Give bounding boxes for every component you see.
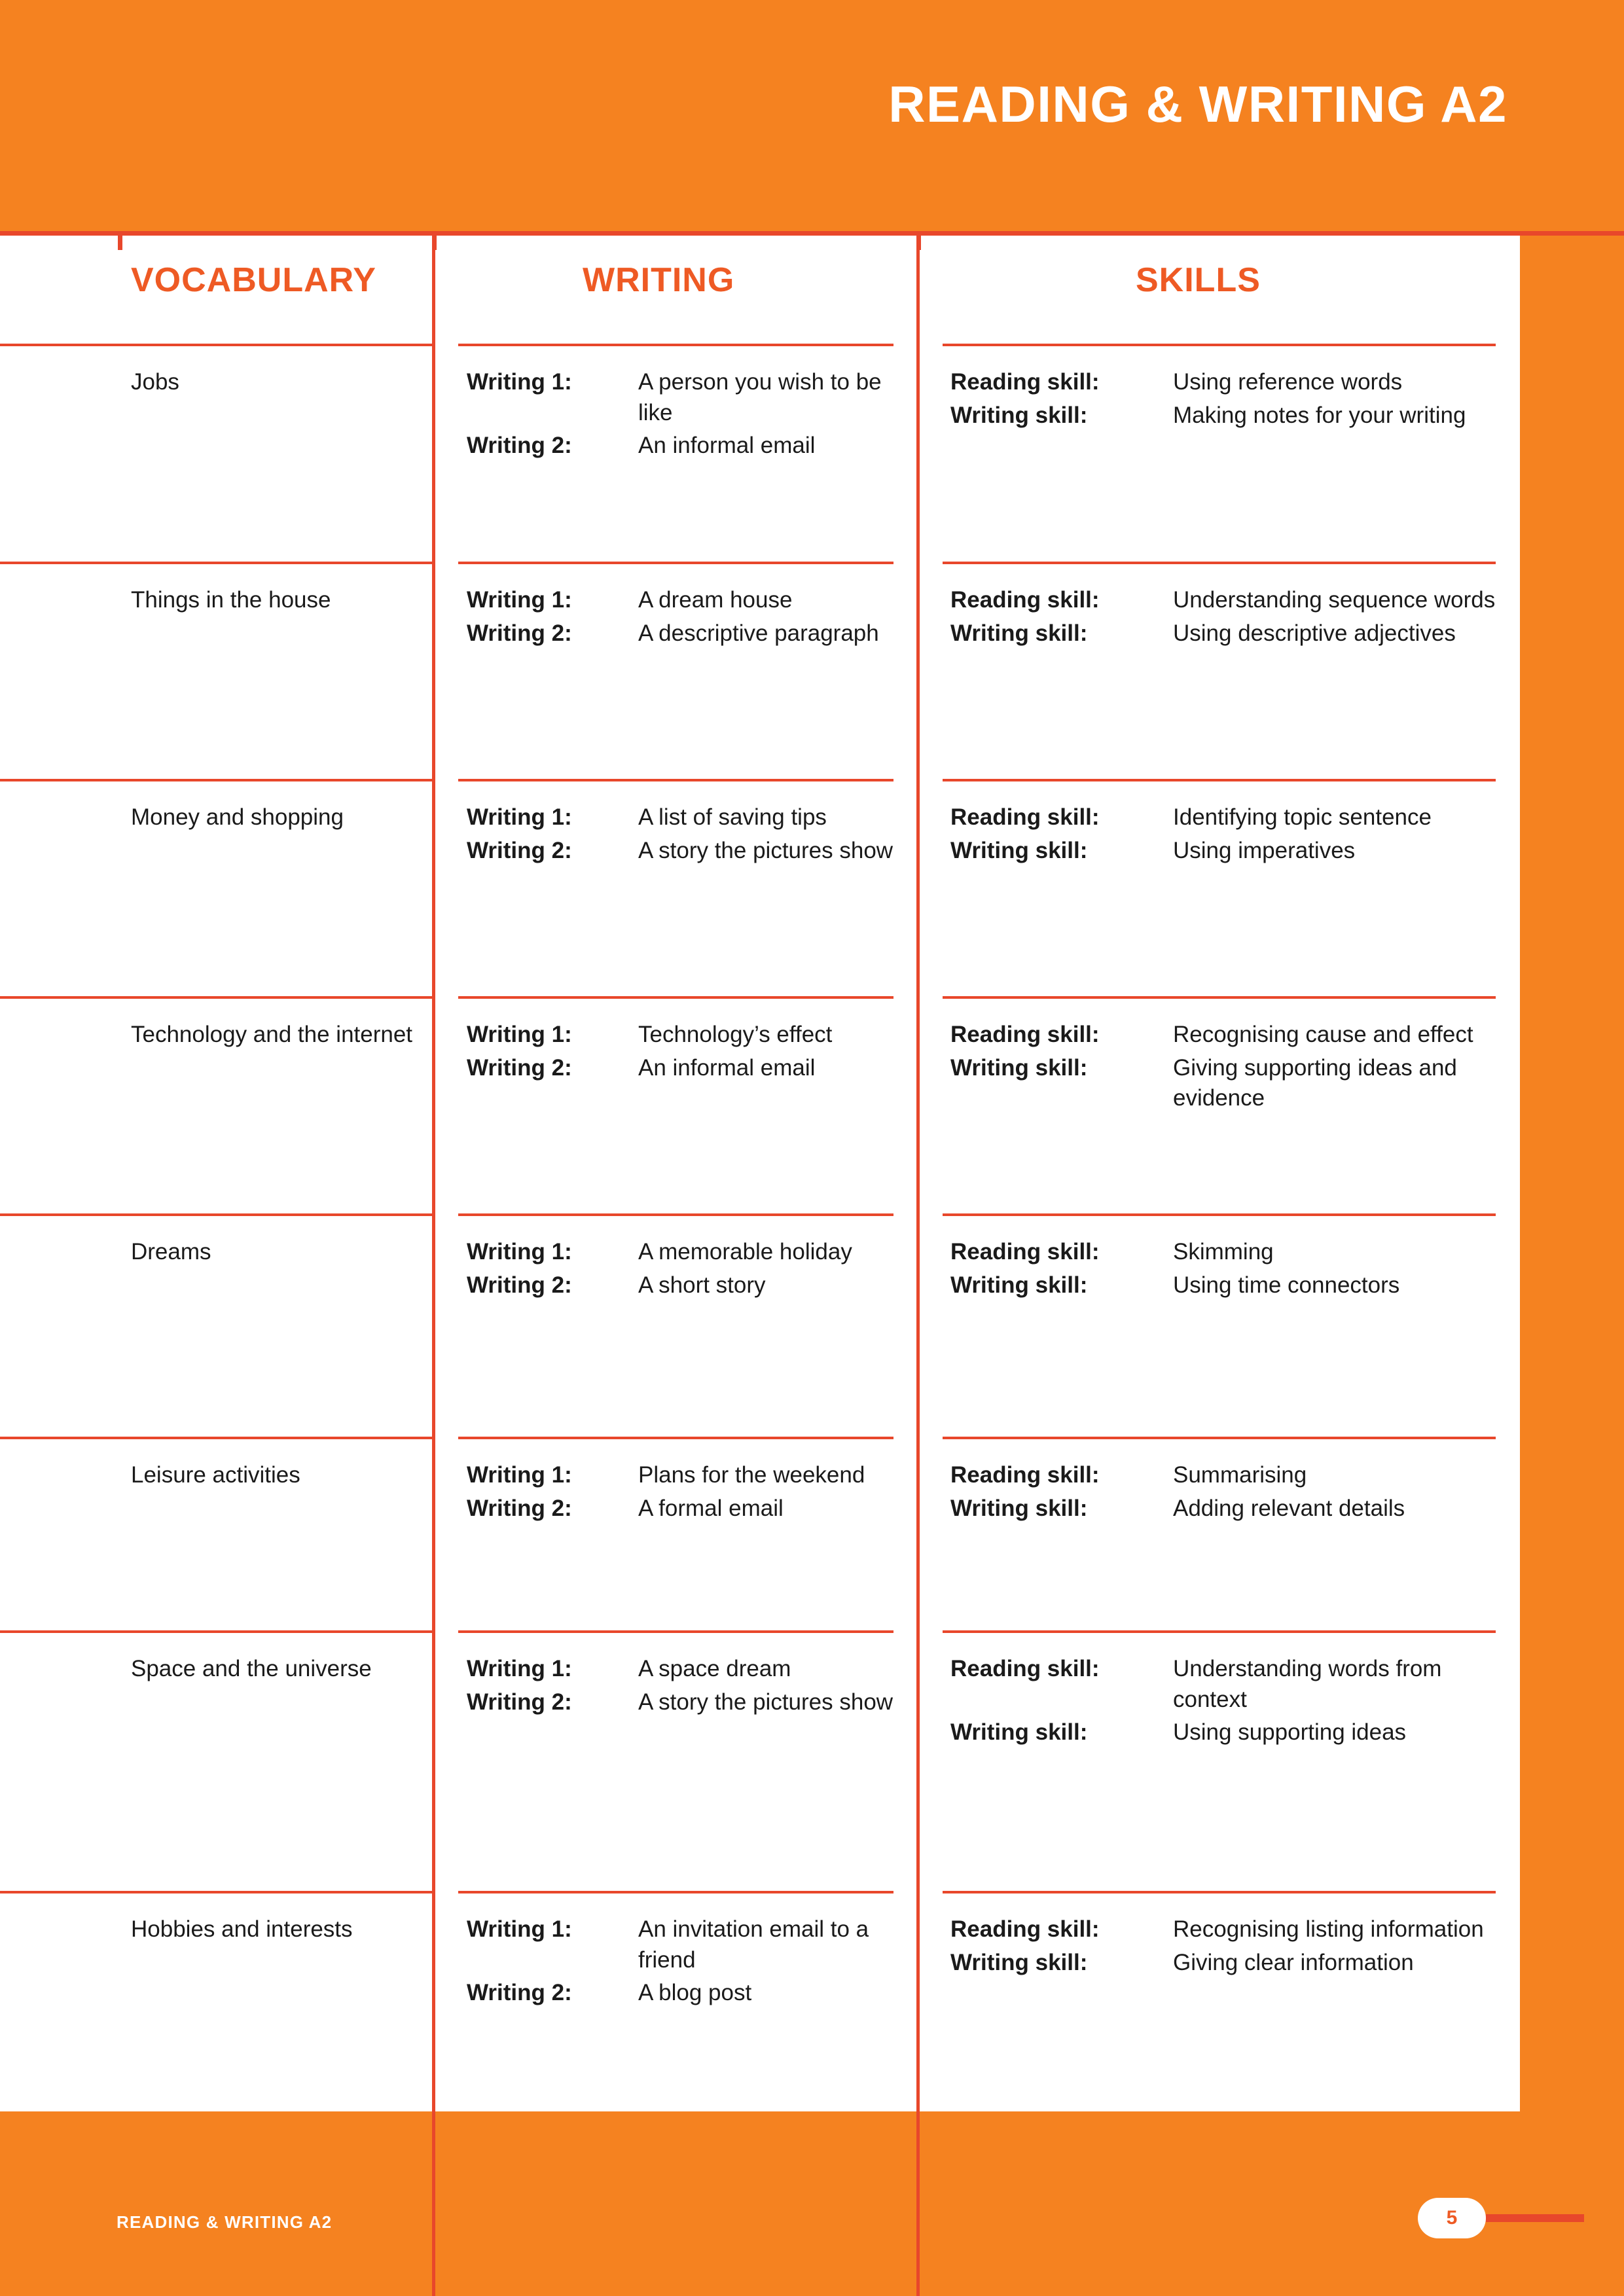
row-divider-vocabulary	[0, 1213, 432, 1216]
writing-skill-value: Using imperatives	[1173, 837, 1356, 863]
header-tick-left	[118, 236, 122, 250]
table-row	[0, 562, 1520, 779]
writing-tasks	[467, 367, 899, 464]
writing-task-2	[467, 836, 899, 867]
skills-list	[950, 1654, 1500, 1751]
row-divider-skills	[943, 779, 1496, 781]
writing-task-2	[467, 619, 899, 649]
row-divider-writing	[458, 996, 893, 999]
writing-skill-value: Making notes for your writing	[1173, 402, 1466, 428]
reading-skill	[950, 1654, 1500, 1715]
writing-tasks	[467, 1020, 899, 1086]
writing-task-1-value: Plans for the weekend	[638, 1462, 865, 1488]
vocabulary-topic: Dreams	[131, 1239, 211, 1265]
writing-task-2-value: A blog post	[638, 1980, 752, 2006]
writing-skill-label: Writing skill:	[950, 1949, 1088, 1975]
writing-skill	[950, 619, 1500, 649]
reading-skill-value: Understanding words from context	[1173, 1656, 1442, 1712]
reading-skill-value: Summarising	[1173, 1462, 1307, 1488]
syllabus-table-card	[0, 236, 1520, 2111]
table-row	[0, 996, 1520, 1213]
writing-task-2-label: Writing 2:	[467, 837, 572, 863]
skills-list	[950, 1914, 1500, 1981]
writing-task-2-value: A story the pictures show	[638, 837, 893, 863]
writing-skill	[950, 1717, 1500, 1748]
writing-task-1-label: Writing 1:	[467, 1239, 572, 1265]
writing-task-1-label: Writing 1:	[467, 369, 572, 395]
table-row	[0, 1891, 1520, 2107]
writing-skill-value: Giving clear information	[1173, 1949, 1414, 1975]
writing-task-1-label: Writing 1:	[467, 1916, 572, 1942]
reading-skill	[950, 1460, 1500, 1491]
vocabulary-topic: Technology and the internet	[131, 1022, 413, 1047]
row-divider-skills	[943, 1437, 1496, 1439]
row-divider-skills	[943, 996, 1496, 999]
writing-tasks	[467, 1460, 899, 1526]
writing-task-1-label: Writing 1:	[467, 1656, 572, 1681]
row-divider-writing	[458, 1630, 893, 1633]
writing-skill-label: Writing skill:	[950, 1054, 1088, 1081]
row-divider-writing	[458, 1437, 893, 1439]
reading-skill	[950, 1020, 1500, 1050]
vocabulary-topic: Space and the universe	[131, 1656, 372, 1681]
writing-skill	[950, 1053, 1500, 1114]
reading-skill-value: Recognising cause and effect	[1173, 1022, 1473, 1047]
writing-skill	[950, 1494, 1500, 1524]
vocabulary-topic: Jobs	[131, 369, 179, 395]
page-title: READING & WRITING A2	[888, 75, 1507, 133]
writing-task-1	[467, 367, 899, 428]
writing-task-2	[467, 431, 899, 461]
reading-skill-label: Reading skill:	[950, 1462, 1100, 1488]
reading-skill-value: Skimming	[1173, 1239, 1274, 1265]
writing-task-2	[467, 1978, 899, 2009]
row-divider-vocabulary	[0, 1891, 432, 1893]
writing-task-1-label: Writing 1:	[467, 1462, 572, 1488]
writing-task-2-value: A short story	[638, 1272, 766, 1298]
writing-task-1	[467, 1914, 899, 1975]
writing-task-1-value: An invitation email to a friend	[638, 1916, 869, 1973]
writing-skill-value: Using descriptive adjectives	[1173, 620, 1456, 646]
writing-task-1-label: Writing 1:	[467, 804, 572, 830]
row-divider-vocabulary	[0, 344, 432, 346]
row-divider-vocabulary	[0, 779, 432, 781]
writing-skill-label: Writing skill:	[950, 837, 1088, 863]
table-row	[0, 1213, 1520, 1437]
footer-label: READING & WRITING A2	[117, 2212, 333, 2232]
reading-skill-value: Identifying topic sentence	[1173, 804, 1432, 830]
writing-skill-value: Using supporting ideas	[1173, 1719, 1407, 1746]
writing-task-1-label: Writing 1:	[467, 587, 572, 613]
writing-tasks	[467, 802, 899, 869]
skills-list	[950, 585, 1500, 651]
vocabulary-topic: Money and shopping	[131, 804, 344, 830]
reading-skill-label: Reading skill:	[950, 1656, 1100, 1681]
table-row	[0, 344, 1520, 562]
writing-skill-value: Giving supporting ideas and evidence	[1173, 1054, 1457, 1111]
writing-skill	[950, 401, 1500, 431]
table-column-headers	[0, 236, 1520, 344]
writing-task-2	[467, 1687, 899, 1718]
writing-task-1-value: A dream house	[638, 587, 793, 613]
writing-tasks	[467, 1237, 899, 1303]
writing-skill-value: Adding relevant details	[1173, 1495, 1405, 1521]
writing-tasks	[467, 1654, 899, 1720]
writing-task-1	[467, 1654, 899, 1685]
page-number-bar	[1486, 2214, 1584, 2222]
writing-task-2-label: Writing 2:	[467, 1980, 572, 2006]
writing-task-2	[467, 1494, 899, 1524]
writing-task-2-label: Writing 2:	[467, 1689, 572, 1715]
writing-task-2-value: A descriptive paragraph	[638, 620, 879, 646]
row-divider-skills	[943, 1891, 1496, 1893]
writing-skill-label: Writing skill:	[950, 402, 1088, 428]
reading-skill-label: Reading skill:	[950, 1022, 1100, 1047]
table-row	[0, 1437, 1520, 1630]
header-divider	[0, 231, 1624, 236]
column-header-skills: SKILLS	[1136, 261, 1261, 299]
reading-skill	[950, 1237, 1500, 1268]
row-divider-vocabulary	[0, 996, 432, 999]
reading-skill-value: Understanding sequence words	[1173, 587, 1496, 613]
writing-skill	[950, 1948, 1500, 1979]
row-divider-vocabulary	[0, 1630, 432, 1633]
skills-list	[950, 802, 1500, 869]
writing-task-2-label: Writing 2:	[467, 1272, 572, 1298]
vocabulary-topic: Things in the house	[131, 587, 331, 613]
reading-skill-label: Reading skill:	[950, 1239, 1100, 1265]
writing-task-2-label: Writing 2:	[467, 1495, 572, 1521]
row-divider-skills	[943, 1213, 1496, 1216]
writing-task-2-label: Writing 2:	[467, 1054, 572, 1081]
row-divider-writing	[458, 562, 893, 564]
skills-list	[950, 1460, 1500, 1526]
writing-task-1	[467, 1020, 899, 1050]
writing-skill-label: Writing skill:	[950, 1719, 1088, 1746]
page-number: 5	[1418, 2198, 1486, 2238]
skills-list	[950, 1237, 1500, 1303]
reading-skill-label: Reading skill:	[950, 1916, 1100, 1942]
writing-skill	[950, 836, 1500, 867]
row-divider-skills	[943, 344, 1496, 346]
writing-task-1-value: A memorable holiday	[638, 1239, 852, 1265]
writing-task-1-label: Writing 1:	[467, 1022, 572, 1047]
reading-skill-label: Reading skill:	[950, 587, 1100, 613]
row-divider-vocabulary	[0, 562, 432, 564]
writing-task-2-value: A story the pictures show	[638, 1689, 893, 1715]
column-header-vocabulary: VOCABULARY	[131, 261, 376, 299]
row-divider-vocabulary	[0, 1437, 432, 1439]
writing-task-1-value: Technology’s effect	[638, 1022, 833, 1047]
skills-list	[950, 1020, 1500, 1117]
reading-skill	[950, 585, 1500, 616]
reading-skill-label: Reading skill:	[950, 369, 1100, 395]
vocabulary-topic: Hobbies and interests	[131, 1916, 353, 1942]
row-divider-writing	[458, 1213, 893, 1216]
row-divider-skills	[943, 1630, 1496, 1633]
writing-task-2-label: Writing 2:	[467, 433, 572, 459]
reading-skill-label: Reading skill:	[950, 804, 1100, 830]
page-header	[0, 0, 1624, 232]
writing-task-1-value: A list of saving tips	[638, 804, 827, 830]
reading-skill	[950, 1914, 1500, 1945]
writing-skill-value: Using time connectors	[1173, 1272, 1400, 1298]
writing-tasks	[467, 1914, 899, 2011]
row-divider-skills	[943, 562, 1496, 564]
writing-task-1-value: A space dream	[638, 1656, 791, 1681]
writing-task-2	[467, 1270, 899, 1301]
column-header-writing: WRITING	[583, 261, 735, 299]
row-divider-writing	[458, 1891, 893, 1893]
writing-task-1	[467, 802, 899, 833]
vocabulary-topic: Leisure activities	[131, 1462, 300, 1488]
row-divider-writing	[458, 779, 893, 781]
writing-task-1	[467, 585, 899, 616]
writing-task-1-value: A person you wish to be like	[638, 369, 882, 425]
table-row	[0, 1630, 1520, 1891]
row-divider-writing	[458, 344, 893, 346]
writing-skill-label: Writing skill:	[950, 1272, 1088, 1298]
writing-skill	[950, 1270, 1500, 1301]
writing-task-2	[467, 1053, 899, 1084]
writing-task-2-value: A formal email	[638, 1495, 784, 1521]
reading-skill	[950, 367, 1500, 398]
table-row	[0, 779, 1520, 996]
writing-task-1	[467, 1237, 899, 1268]
reading-skill	[950, 802, 1500, 833]
reading-skill-value: Recognising listing information	[1173, 1916, 1484, 1942]
writing-task-2-value: An informal email	[638, 1054, 816, 1081]
writing-task-2-value: An informal email	[638, 433, 816, 459]
skills-list	[950, 367, 1500, 433]
writing-task-2-label: Writing 2:	[467, 620, 572, 646]
writing-task-1	[467, 1460, 899, 1491]
writing-tasks	[467, 585, 899, 651]
table-body	[0, 344, 1520, 2107]
writing-skill-label: Writing skill:	[950, 1495, 1088, 1521]
reading-skill-value: Using reference words	[1173, 369, 1403, 395]
writing-skill-label: Writing skill:	[950, 620, 1088, 646]
